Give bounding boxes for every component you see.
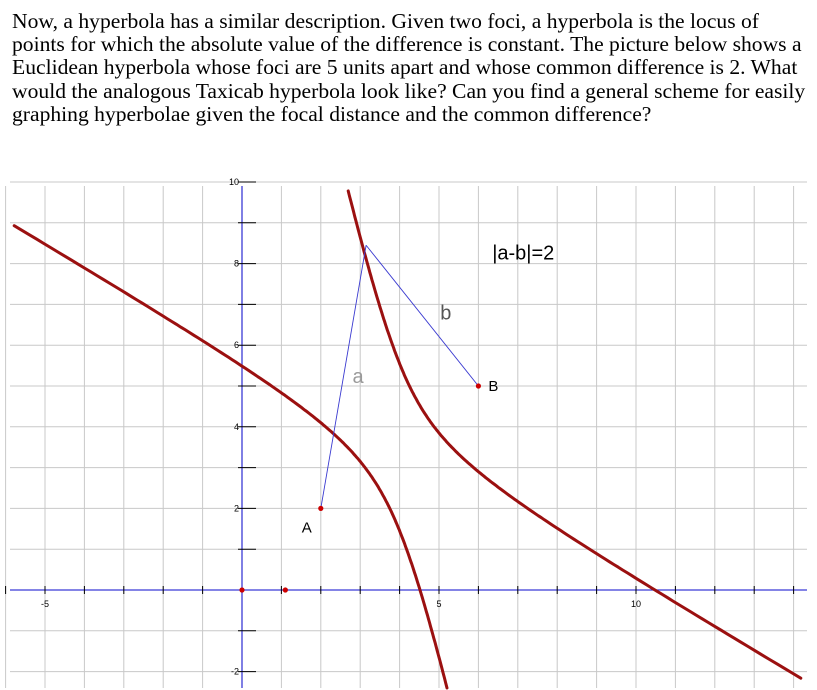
focus-a-label: A <box>301 519 312 537</box>
focus-a-point[interactable] <box>318 506 323 511</box>
origin-point[interactable] <box>239 587 244 592</box>
x-tick-label: -5 <box>40 599 50 609</box>
y-tick-label: 8 <box>233 258 239 269</box>
hyperbola-graph <box>0 177 817 690</box>
y-tick-label: 2 <box>233 503 239 514</box>
intro-paragraph: Now, a hyperbola has a similar description. Given two foci, a hyperbola is the locus of points for which the absolute value of the difference is constant. The picture below shows a Euclidean hyperbola whose foci are 5 units apart and whose common difference is 2. What would the analogous Taxicab hyperbola look like? Can you find a general scheme for easily graphing hyperbolae given the focal distance and the common difference? <box>12 9 806 126</box>
x-tick-label: 5 <box>436 599 442 609</box>
hyperbola-branches <box>14 191 801 688</box>
y-tick-label: 4 <box>233 421 239 432</box>
segment-a-label: a <box>352 365 364 388</box>
axis-point[interactable] <box>283 587 288 592</box>
focus-b-label: B <box>488 378 499 395</box>
y-tick-label: -2 <box>230 666 239 677</box>
equation-label: |a-b|=2 <box>492 242 555 265</box>
hyperbola-branch-left <box>14 226 447 688</box>
y-tick-label: 10 <box>228 177 239 187</box>
x-tick-label: 10 <box>630 599 642 609</box>
segment-b-label: b <box>440 302 452 325</box>
grid-lines <box>6 182 807 688</box>
focus-b-point[interactable] <box>476 383 481 388</box>
axes <box>10 186 807 688</box>
y-tick-label: 6 <box>233 340 239 351</box>
